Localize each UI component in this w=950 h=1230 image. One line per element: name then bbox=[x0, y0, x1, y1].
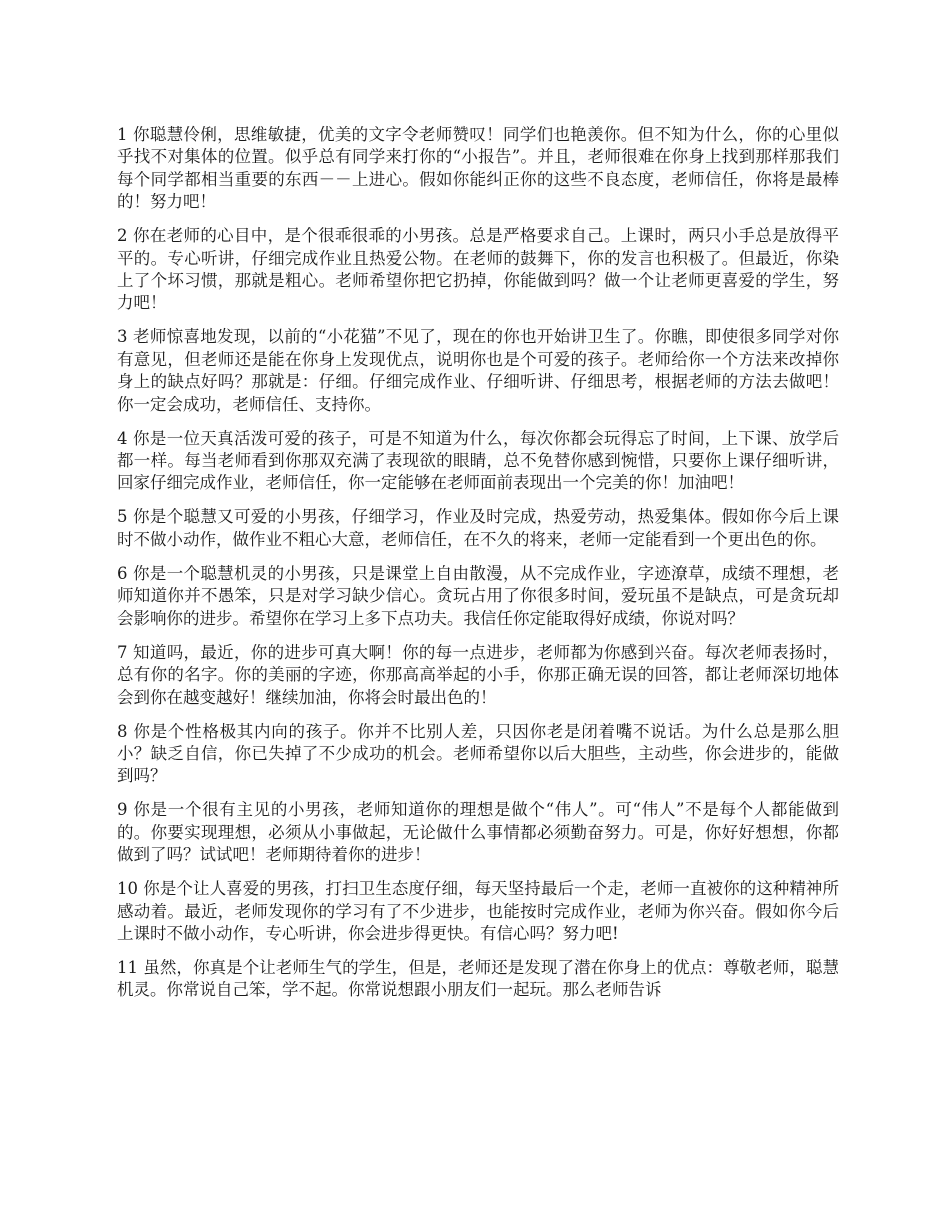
comment-paragraph-3: 3 老师惊喜地发现，以前的“小花猫”不见了，现在的你也开始讲卫生了。你瞧，即使很多同学对你有意见，但老师还是能在你身上发现优点，说明你也是个可爱的孩子。老师给你一个方法来改掉你身上的缺点好吗？那就是：仔细。仔细完成作业、仔细听讲、仔细思考，根据老师的方法去做吧！你一定会成功，老师信任、支持你。 bbox=[117, 327, 839, 414]
comment-paragraph-4: 4 你是一位天真活泼可爱的孩子，可是不知道为什么，每次你都会玩得忘了时间，上下课、放学后都一样。每当老师看到你那双充满了表现欲的眼睛，总不免替你感到惋惜，只要你上课仔细听讲，回家仔细完成作业，老师信任，你一定能够在老师面前表现出一个完美的你！加油吧！ bbox=[117, 428, 839, 493]
comment-paragraph-1: 1 你聪慧伶俐，思维敏捷，优美的文字令老师赞叹！同学们也艳羡你。但不知为什么，你的心里似乎找不对集体的位置。似乎总有同学来打你的“小报告”。并且，老师很难在你身上找到那样那我们每个同学都相当重要的东西－－上进心。假如你能纠正你的这些不良态度，老师信任，你将是最棒的！努力吧！ bbox=[117, 125, 839, 212]
comment-paragraph-8: 8 你是个性格极其内向的孩子。你并不比别人差，只因你老是闭着嘴不说话。为什么总是那么胆小？缺乏自信，你已失掉了不少成功的机会。老师希望你以后大胆些，主动些，你会进步的，能做到吗？ bbox=[117, 721, 839, 786]
document-body bbox=[117, 124, 839, 1013]
comment-paragraph-11: 11 虽然，你真是个让老师生气的学生，但是，老师还是发现了潜在你身上的优点：尊敬老师，聪慧机灵。你常说自己笨，学不起。你常说想跟小朋友们一起玩。那么老师告诉 bbox=[117, 957, 839, 1000]
comment-paragraph-7: 7 知道吗，最近，你的进步可真大啊！你的每一点进步，老师都为你感到兴奋。每次老师表扬时，总有你的名字。你的美丽的字迹，你那高高举起的小手，你那正确无误的回答，都让老师深切地体会到你在越变越好！继续加油，你将会时最出色的！ bbox=[117, 642, 839, 707]
comment-paragraph-2: 2 你在老师的心目中，是个很乖很乖的小男孩。总是严格要求自己。上课时，两只小手总是放得平平的。专心听讲，仔细完成作业且热爱公物。在老师的鼓舞下，你的发言也积极了。但最近，你染上了个坏习惯，那就是粗心。老师希望你把它扔掉，你能做到吗？做一个让老师更喜爱的学生，努力吧！ bbox=[117, 226, 839, 313]
comment-paragraph-6: 6 你是一个聪慧机灵的小男孩，只是课堂上自由散漫，从不完成作业，字迹潦草，成绩不理想，老师知道你并不愚笨，只是对学习缺少信心。贪玩占用了你很多时间，爱玩虽不是缺点，可是贪玩却会影响你的进步。希望你在学习上多下点功夫。我信任你定能取得好成绩，你说对吗？ bbox=[117, 563, 839, 628]
comment-paragraph-5: 5 你是个聪慧又可爱的小男孩，仔细学习，作业及时完成，热爱劳动，热爱集体。假如你今后上课时不做小动作，做作业不粗心大意，老师信任，在不久的将来，老师一定能看到一个更出色的你。 bbox=[117, 507, 839, 549]
comment-paragraph-10: 10 你是个让人喜爱的男孩，打扫卫生态度仔细，每天坚持最后一个走，老师一直被你的这种精神所感动着。最近，老师发现你的学习有了不少进步，也能按时完成作业，老师为你兴奋。假如你今后上课时不做小动作，专心听讲，你会进步得更快。有信心吗？努力吧! bbox=[117, 879, 839, 943]
comment-paragraph-9: 9 你是一个很有主见的小男孩，老师知道你的理想是做个“伟人”。可“伟人”不是每个人都能做到的。你要实现理想，必须从小事做起，无论做什么事情都必须勤奋努力。可是，你好好想想，你都做到了吗？试试吧！老师期待着你的进步！ bbox=[117, 800, 839, 865]
